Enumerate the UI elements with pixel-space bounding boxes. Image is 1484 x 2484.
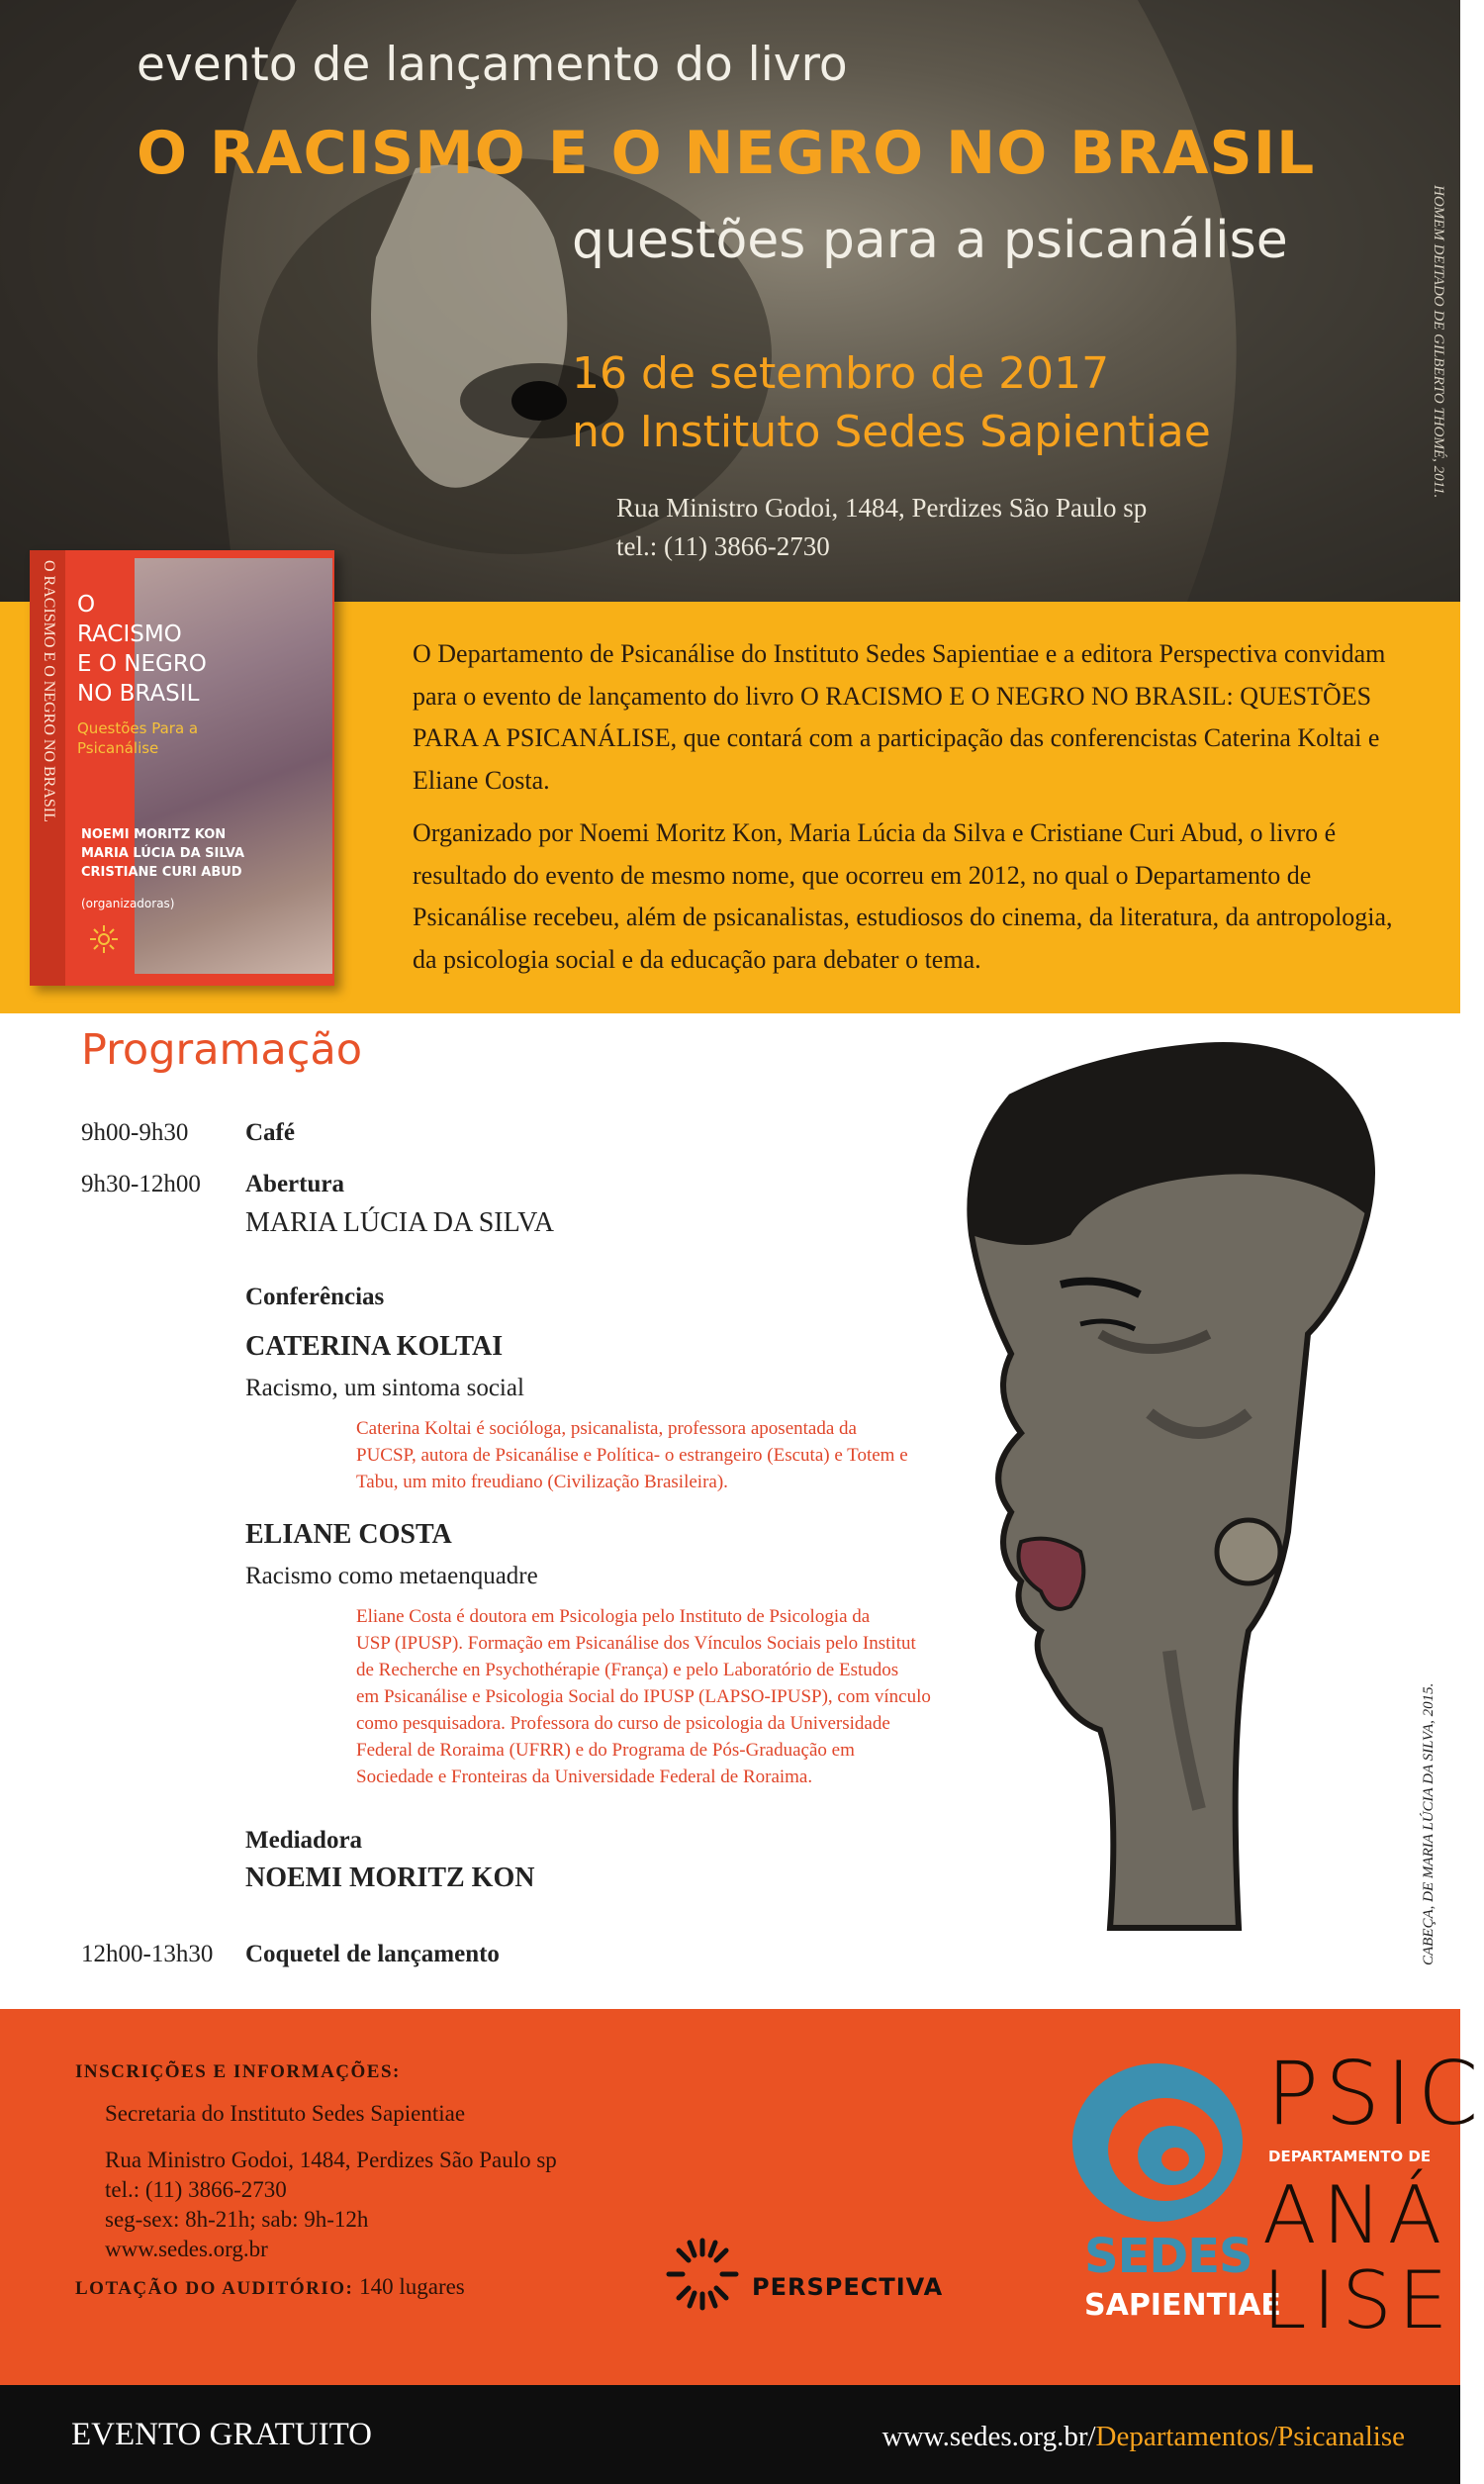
slot-time: 9h00-9h30 [81, 1119, 189, 1146]
website-link[interactable] [882, 2421, 1405, 2453]
mediator-name: NOEMI MORITZ KON [245, 1863, 535, 1893]
talk-title: Racismo como metaenquadre [245, 1563, 538, 1589]
website-link-base[interactable]: www.sedes.org.br/ [881, 2421, 1096, 2452]
perspectiva-sun-icon [89, 924, 119, 954]
website-link-path[interactable]: Departamentos/Psicanalise [1095, 2421, 1405, 2452]
info-label: INSCRIÇÕES E INFORMAÇÕES: [75, 2061, 401, 2082]
mediator-label: Mediadora [245, 1827, 363, 1854]
book-cover-organizers: (organizadoras) [81, 897, 175, 910]
book-subtitle: questões para a psicanálise [572, 211, 1288, 270]
info-phone: tel.: (11) 3866-2730 [105, 2177, 287, 2202]
illustration-credit: CABEÇA, DE MARIA LÚCIA DA SILVA, 2015. [1421, 1682, 1437, 1965]
psicanalise-logo-dept: DEPARTAMENTO DE [1268, 2148, 1432, 2165]
event-address: Rua Ministro Godoi, 1484, Perdizes São Paulo sp [616, 493, 1148, 523]
book-cover-subtitle: Questões Para a Psicanálise [77, 719, 199, 757]
sedes-logo-text: SEDES [1084, 2229, 1252, 2284]
programme-title: Programação [81, 1025, 363, 1075]
book-spine: O RACISMO E O NEGRO NO BRASIL [30, 550, 65, 986]
talk-title: Racismo, um sintoma social [245, 1375, 524, 1401]
info-org: Secretaria do Instituto Sedes Sapientiae [105, 2101, 466, 2126]
slot-label: Café [245, 1119, 295, 1146]
head-illustration [952, 1037, 1401, 1928]
header-image-credit: HOMEM DEITADO DE GILBERTO THOMÉ, 2011. [1431, 185, 1446, 499]
slot-label: Coquetel de lançamento [245, 1941, 500, 1967]
slot-time: 9h30-12h00 [81, 1171, 201, 1197]
speaker-bio: Eliane Costa é doutora em Psicologia pelo Instituto de Psicologia da USP (IPUSP). Formação em Psicanálise dos Vínculos Sociais pelo Institut de Recherche en Psychothérapie (França) e pelo Laboratório de Estudos em Psicanálise e Psicologia Social do IPUSP (LAPSO-IPUSP), com vínculo como pesquisadora. Professora do curso de psicologia da Universidade Federal de Roraima (UFRR) e do Programa de Pós-Graduação em Sociedade e Fronteiras da Universidade Federal de Roraima. [356, 1606, 931, 1787]
intro-paragraph-1: O Departamento de Psicanálise do Instituto Sedes Sapientiae e a editora Perspectiva convidam para o evento de lançamento do livro O RACISMO E O NEGRO NO BRASIL: QUESTÕES PARA A PSICANÁLISE, que contará com a participação das conferencistas Caterina Koltai e Eliane Costa. [413, 639, 1386, 795]
sedes-logo-subtext: SAPIENTIAE [1084, 2288, 1281, 2323]
speaker-name: ELIANE COSTA [245, 1519, 452, 1550]
book-cover [30, 550, 334, 986]
speaker-bio: Caterina Koltai é socióloga, psicanalista, professora aposentada da PUCSP, autora de Psicanálise e Política- o estrangeiro (Escuta) e Totem e Tabu, um mito freudiano (Civilização Brasileira). [356, 1418, 908, 1492]
speaker-name: CATERINA KOLTAI [245, 1331, 504, 1362]
free-event-label: EVENTO GRATUITO [71, 2417, 373, 2452]
perspectiva-logo-text: PERSPECTIVA [752, 2273, 944, 2301]
header-banner [0, 0, 1460, 602]
event-date: 16 de setembro de 2017 [572, 348, 1110, 399]
info-address: Rua Ministro Godoi, 1484, Perdizes São Paulo sp [105, 2148, 557, 2172]
slot-time: 12h00-13h30 [81, 1941, 214, 1967]
book-title: O RACISMO E O NEGRO NO BRASIL [137, 119, 1316, 188]
event-venue: no Instituto Sedes Sapientiae [572, 407, 1211, 457]
capacity-value: 140 lugares [359, 2274, 465, 2299]
info-hours: seg-sex: 8h-21h; sab: 9h-12h [105, 2207, 369, 2232]
capacity-label: LOTAÇÃO DO AUDITÓRIO: [75, 2278, 354, 2299]
perspectiva-logo-icon [665, 2237, 740, 2312]
psicanalise-logo-top: PSIC [1266, 2043, 1484, 2145]
sedes-logo-icon [1068, 2058, 1247, 2227]
conferences-label: Conferências [245, 1284, 385, 1310]
intro-paragraph-2: Organizado por Noemi Moritz Kon, Maria Lúcia da Silva e Cristiane Curi Abud, o livro é resultado do evento de mesmo nome, que ocorreu em 2012, no qual o Departamento de Psicanálise recebeu, além de psicanalistas, estudiosos do cinema, da literatura, da antropologia, da psicologia social e da educação para debater o tema. [413, 818, 1393, 974]
info-website[interactable]: www.sedes.org.br [105, 2237, 268, 2261]
event-phone: tel.: (11) 3866-2730 [616, 531, 830, 561]
speaker-name: MARIA LÚCIA DA SILVA [245, 1207, 554, 1238]
book-cover-authors: NOEMI MORITZ KON MARIA LÚCIA DA SILVA CRISTIANE CURI ABUD [81, 827, 245, 880]
psicanalise-logo-bottom: ANÁ LISE [1262, 2169, 1454, 2346]
capacity [75, 2274, 465, 2300]
slot-label: Abertura [245, 1171, 344, 1197]
book-cover-title: O RACISMO E O NEGRO NO BRASIL [77, 592, 207, 707]
event-intro: evento de lançamento do livro [137, 38, 848, 92]
